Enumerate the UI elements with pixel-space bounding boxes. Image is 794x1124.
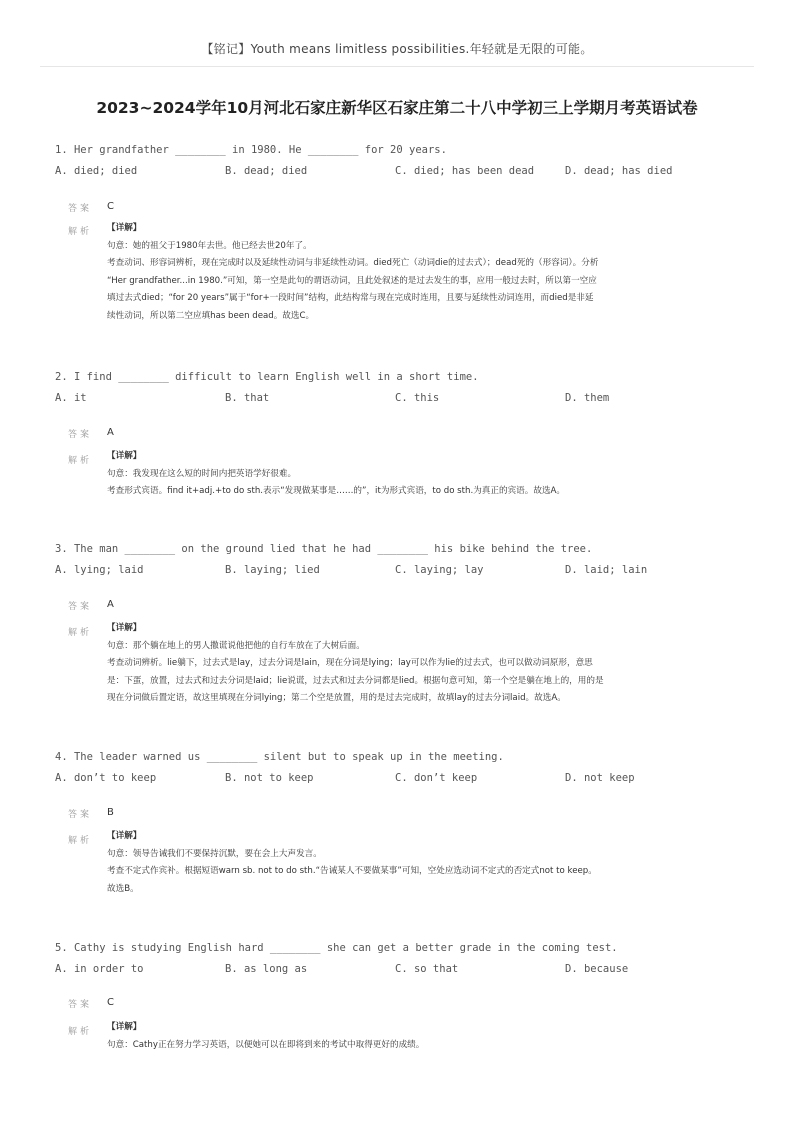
question-stem: 1. Her grandfather ________ in 1980. He ________ for 20 years. bbox=[55, 144, 447, 156]
page-motto: 【铭记】Youth means limitless possibilities.年轻就是无限的可能。 bbox=[201, 42, 593, 56]
option-c[interactable]: C. so that bbox=[395, 963, 459, 975]
option-b[interactable]: B. as long as bbox=[225, 963, 308, 975]
explanation-label: 解析 bbox=[68, 227, 93, 237]
explanation-line: 填过去式died；“for 20 years”属于“for+一段时间”结构，此结构常与现在完成时连用，且要与延续性动词连用，而died是非延 bbox=[107, 293, 594, 304]
answer-label: 答案 bbox=[68, 810, 93, 820]
explanation-line: 是：下蛋，放置，过去式和过去分词是laid；lie说谎，过去式和过去分词都是lied。根据句意可知，第一个空是躺在地上的，用的是 bbox=[107, 675, 604, 686]
explanation-line: 【详解】 bbox=[107, 623, 142, 633]
question-stem: 4. The leader warned us ________ silent but to speak up in the meeting. bbox=[55, 751, 504, 763]
option-a[interactable]: A. in order to bbox=[55, 963, 144, 975]
explanation-line: 句意：Cathy正在努力学习英语，以便她可以在即将到来的考试中取得更好的成绩。 bbox=[107, 1039, 425, 1050]
question-stem: 3. The man ________ on the ground lied that he had ________ his bike behind the tree. bbox=[55, 543, 593, 555]
explanation-label: 解析 bbox=[68, 628, 93, 638]
explanation-label: 解析 bbox=[68, 1027, 93, 1037]
option-a[interactable]: A. died; died bbox=[55, 165, 138, 177]
explanation-line: 句意：我发现在这么短的时间内把英语学好很难。 bbox=[107, 468, 297, 479]
option-c[interactable]: C. this bbox=[395, 392, 440, 404]
explanation-line: 【详解】 bbox=[107, 223, 142, 233]
answer-value: A bbox=[107, 427, 114, 438]
explanation-line: 现在分词做后置定语，故这里填现在分词lying；第二个空是放置，用的是过去完成时，故填lay的过去分词laid。故选A。 bbox=[107, 693, 566, 704]
explanation-line: 故选B。 bbox=[107, 883, 139, 894]
explanation-line: 句意：那个躺在地上的男人撒谎说他把他的自行车放在了大树后面。 bbox=[107, 640, 365, 651]
option-b[interactable]: B. dead; died bbox=[225, 165, 308, 177]
question-stem: 2. I find ________ difficult to learn English well in a short time. bbox=[55, 371, 479, 383]
option-a[interactable]: A. don’t to keep bbox=[55, 772, 157, 784]
option-d[interactable]: D. because bbox=[565, 963, 629, 975]
answer-label: 答案 bbox=[68, 204, 93, 214]
explanation bbox=[107, 828, 727, 898]
explanation-line: 【详解】 bbox=[107, 831, 142, 841]
option-d[interactable]: D. laid; lain bbox=[565, 564, 648, 576]
option-b[interactable]: B. laying; lied bbox=[225, 564, 320, 576]
option-d[interactable]: D. dead; has died bbox=[565, 165, 673, 177]
page-title: 2023~2024学年10月河北石家庄新华区石家庄第二十八中学初三上学期月考英语试卷 bbox=[96, 99, 698, 117]
explanation-line: 【详解】 bbox=[107, 451, 142, 461]
answer-label: 答案 bbox=[68, 430, 93, 440]
header-divider bbox=[40, 66, 754, 67]
option-d[interactable]: D. not keep bbox=[565, 772, 635, 784]
explanation-line: 【详解】 bbox=[107, 1022, 142, 1032]
option-c[interactable]: C. died; has been dead bbox=[395, 165, 535, 177]
explanation-label: 解析 bbox=[68, 836, 93, 846]
answer-value: C bbox=[107, 997, 114, 1008]
option-c[interactable]: C. don’t keep bbox=[395, 772, 478, 784]
option-c[interactable]: C. laying; lay bbox=[395, 564, 484, 576]
explanation bbox=[107, 1019, 727, 1054]
option-a[interactable]: A. lying; laid bbox=[55, 564, 144, 576]
option-b[interactable]: B. that bbox=[225, 392, 270, 404]
option-d[interactable]: D. them bbox=[565, 392, 610, 404]
explanation-line: 续性动词，所以第二空应填has been dead。故选C。 bbox=[107, 310, 315, 321]
answer-label: 答案 bbox=[68, 1000, 93, 1010]
explanation-line: 考查动词辨析。lie躺下，过去式是lay，过去分词是lain，现在分词是lying；lay可以作为lie的过去式，也可以做动词原形，意思 bbox=[107, 658, 593, 669]
answer-value: B bbox=[107, 807, 114, 818]
option-a[interactable]: A. it bbox=[55, 392, 87, 404]
option-b[interactable]: B. not to keep bbox=[225, 772, 314, 784]
explanation-line: 考查形式宾语。find it+adj.+to do sth.表示“发现做某事是……的”，it为形式宾语，to do sth.为真正的宾语。故选A。 bbox=[107, 486, 566, 497]
answer-value: A bbox=[107, 599, 114, 610]
answer-label: 答案 bbox=[68, 602, 93, 612]
explanation-label: 解析 bbox=[68, 456, 93, 466]
answer-value: C bbox=[107, 201, 114, 212]
explanation bbox=[107, 220, 727, 326]
explanation-line: “Her grandfather...in 1980.”可知，第一空是此句的谓语动词，且此处叙述的是过去发生的事，应用一般过去时，所以第一空应 bbox=[107, 275, 597, 286]
question-stem: 5. Cathy is studying English hard ________ she can get a better grade in the coming test. bbox=[55, 942, 618, 954]
explanation-line: 考查动词、形容词辨析，现在完成时以及延续性动词与非延续性动词。died死亡（动词die的过去式）；dead死的（形容词）。分析 bbox=[107, 258, 599, 269]
explanation bbox=[107, 448, 727, 501]
explanation-line: 句意：她的祖父于1980年去世。他已经去世20年了。 bbox=[107, 240, 312, 251]
explanation-line: 句意：领导告诫我们不要保持沉默，要在会上大声发言。 bbox=[107, 848, 322, 859]
explanation-line: 考查不定式作宾补。根据短语warn sb. not to do sth.“告诫某人不要做某事”可知，空处应选动词不定式的否定式not to keep。 bbox=[107, 866, 597, 877]
explanation bbox=[107, 620, 727, 708]
